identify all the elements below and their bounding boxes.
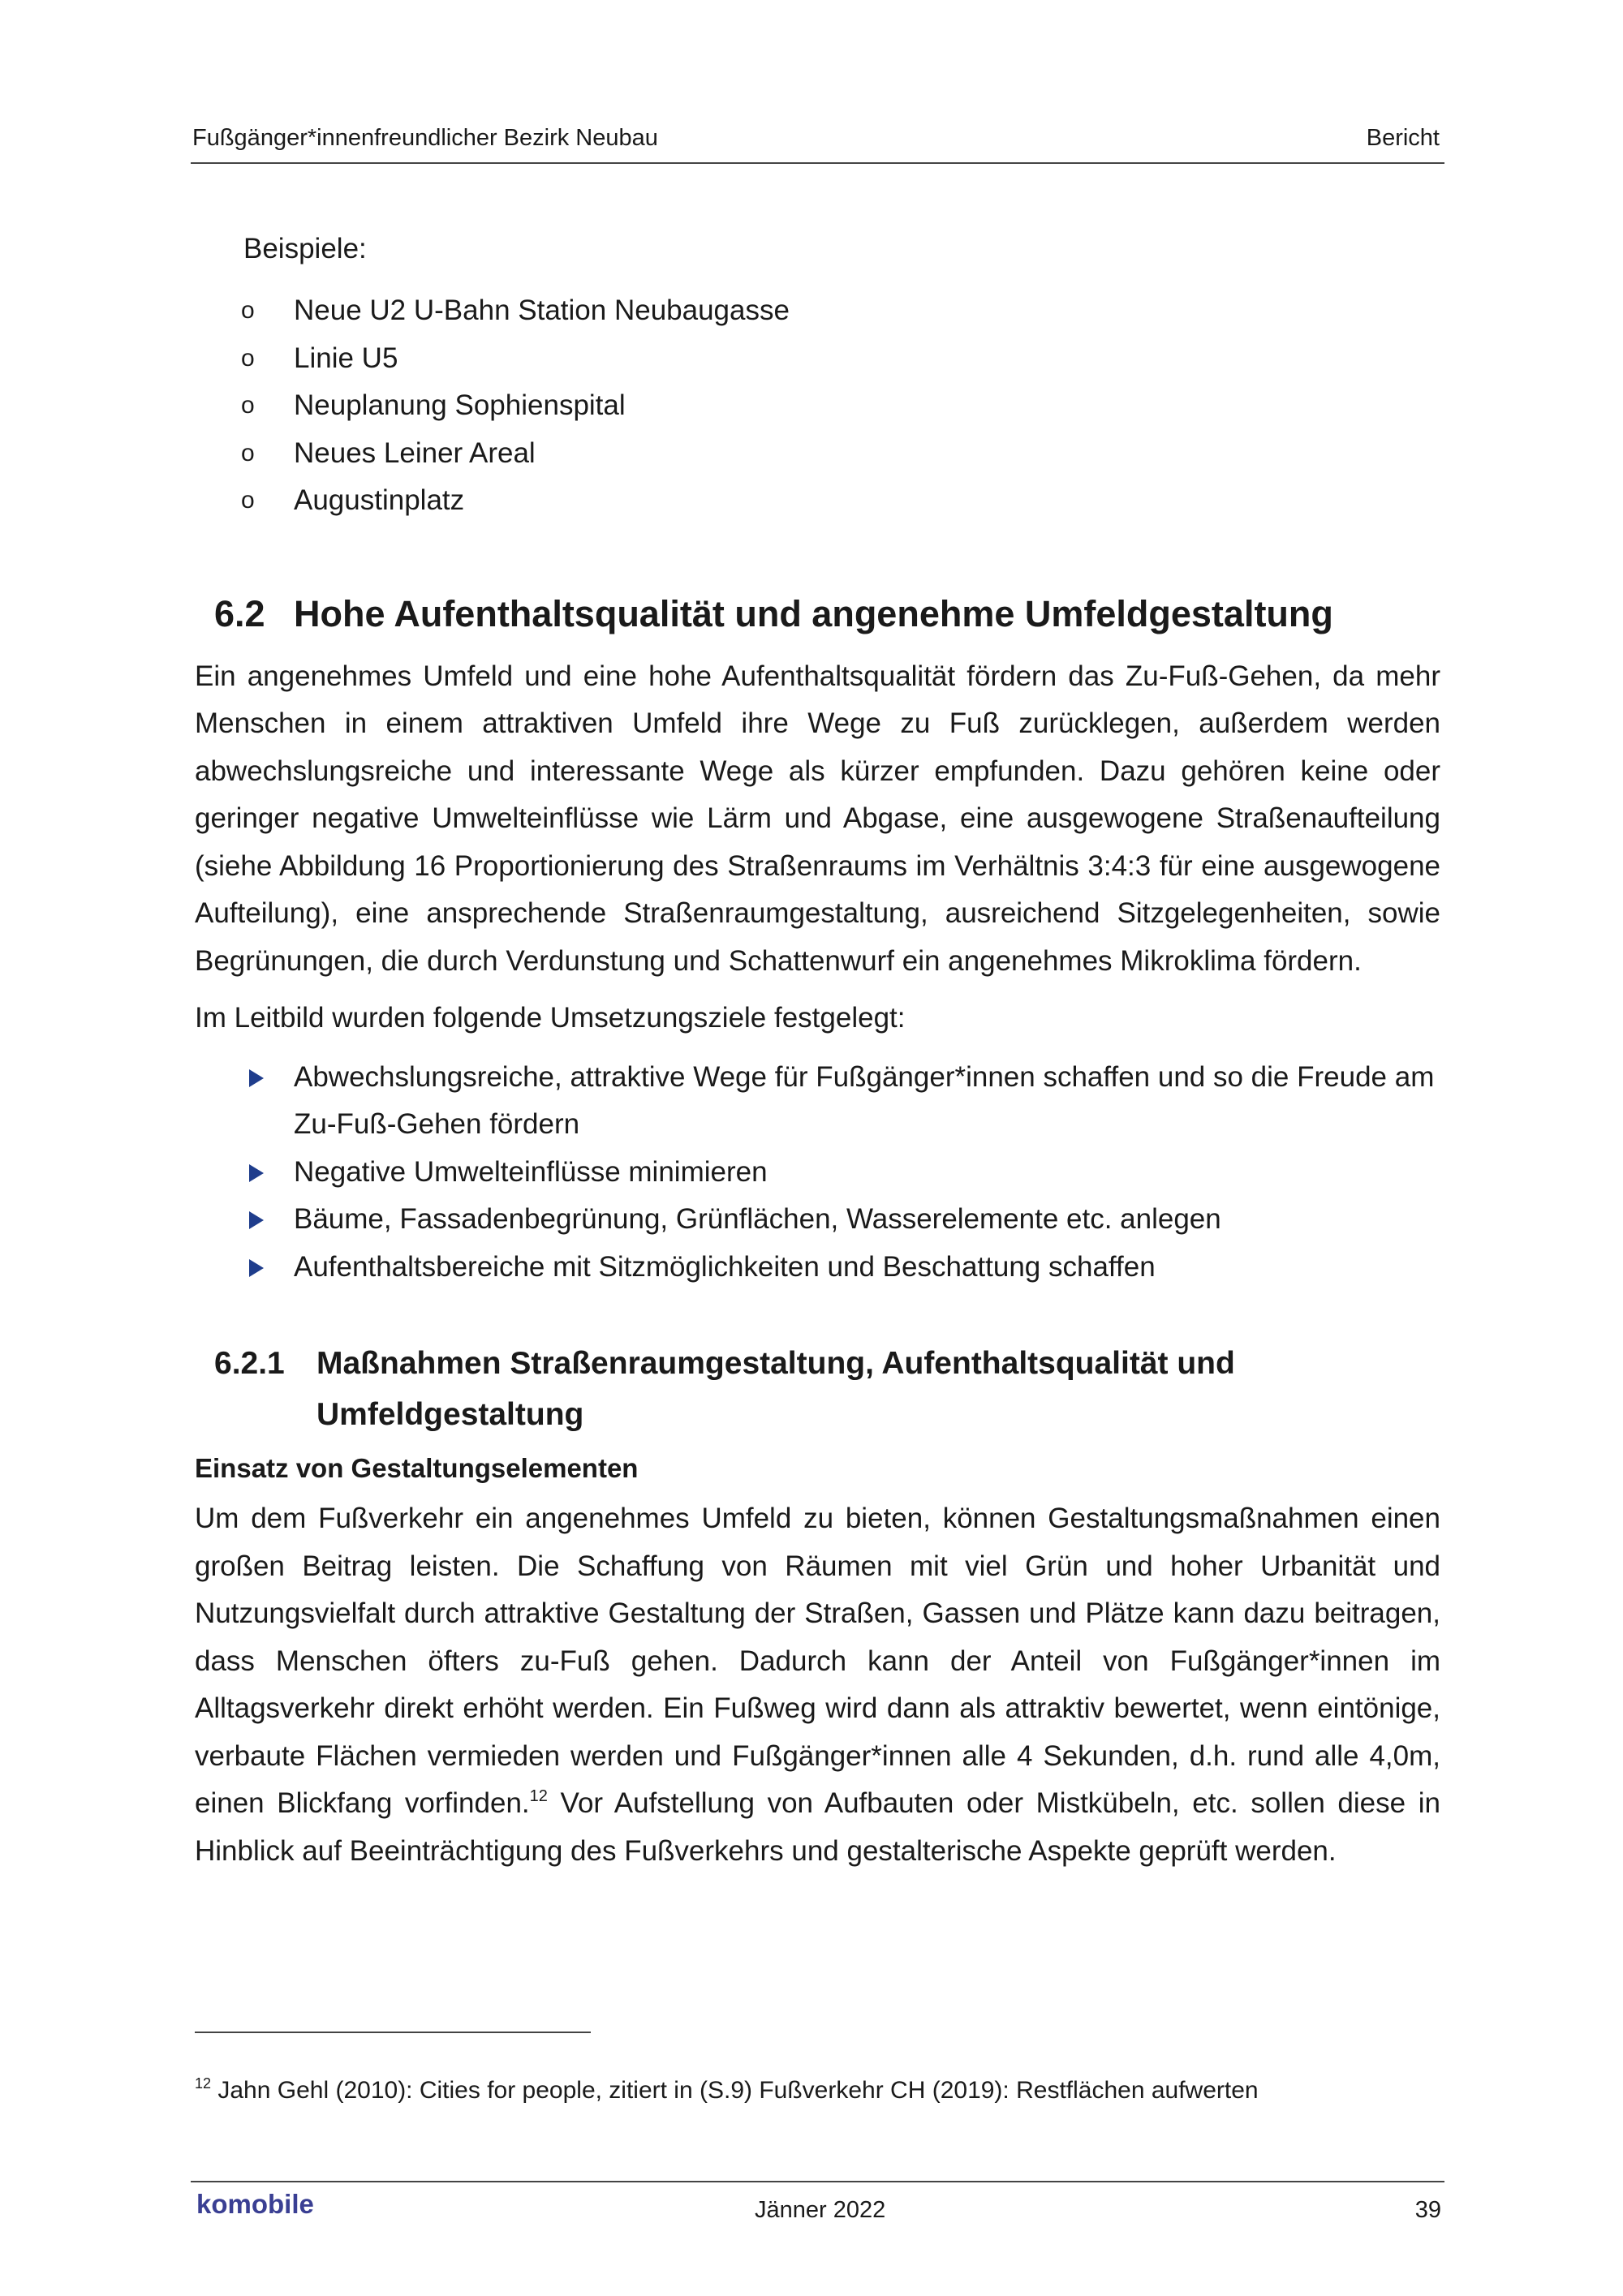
section-heading-6-2-1 — [214, 1338, 1440, 1440]
circle-bullet-icon: o — [241, 297, 255, 324]
footer-divider — [191, 2181, 1444, 2182]
examples-list — [195, 287, 1440, 525]
section-heading-6-2 — [214, 590, 1440, 638]
page-content — [195, 226, 1440, 1875]
triangle-bullet-icon — [249, 1259, 264, 1277]
komobile-logo: komobile — [196, 2189, 314, 2219]
footnote-reference[interactable]: 12 — [529, 1787, 548, 1805]
triangle-bullet-icon — [249, 1164, 264, 1182]
section-6-2-1-paragraph: Um dem Fußverkehr ein angenehmes Umfeld zu bieten, können Gestaltungsmaßnahmen einen großen Beitrag leisten. Die Schaffung von Räumen mit viel Grün und hoher Urbanität und Nutzungsvielfalt durch attraktive Gestaltung der Straßen, Gassen und Plätze kann dazu beitragen, dass Menschen öfters zu-Fuß gehen. Dadurch kann der Anteil von Fußgänger*innen im Alltagsverkehr direkt erhöht werden. Ein Fußweg wird dann als attraktiv bewertet, wenn eintönige, verbaute Flächen vermieden werden und Fußgänger*innen alle 4 Sekunden, d.h. rund alle 4,0m, einen Blickfang vorfinden.$^{12}$ Vor Aufstellung von Aufbauten oder Mistkübeln, etc. sollen diese in Hinblick auf Beeinträchtigung des Fußverkehrs und gestalterische Aspekte geprüft werden. — [195, 1503, 1440, 1867]
list-item: Aufenthaltsbereiche mit Sitzmöglichkeiten und Beschattung schaffen — [195, 1244, 1440, 1292]
section-number: 6.2 — [214, 592, 265, 634]
subheading: Einsatz von Gestaltungselementen — [195, 1453, 639, 1483]
footnote-text: Jahn Gehl (2010): Cities for people, zitiert in (S.9) Fußverkehr CH (2019): Restflächen aufwerten — [211, 2077, 1259, 2104]
subsection-number: 6.2.1 — [214, 1346, 285, 1381]
section-6-2-paragraph: Ein angenehmes Umfeld und eine hohe Aufenthaltsqualität fördern das Zu-Fuß-Gehen, da mehr Menschen in einem attraktiven Umfeld ihre Wege zu Fuß zurücklegen, außerdem werden abwechslungsreiche und interessante Wege als kürzer empfunden. Dazu gehören keine oder geringer negative Umwelteinflüsse wie Lärm und Abgase, eine ausgewogene Straßenaufteilung (siehe Abbildung 16 Proportionierung des Straßenraums im Verhältnis 3:4:3 für eine ausgewogene Aufteilung), eine ansprechende Straßenraumgestaltung, ausreichend Sitzgelegenheiten, sowie Begrünungen, die durch Verdunstung und Schattenwurf ein angenehmes Mikroklima fördern. — [195, 660, 1440, 977]
circle-bullet-icon: o — [241, 487, 255, 514]
footnote — [195, 2077, 1259, 2105]
list-item: Bäume, Fassadenbegrünung, Grünflächen, Wasserelemente etc. anlegen — [195, 1196, 1440, 1244]
circle-bullet-icon: o — [241, 439, 255, 467]
triangle-bullet-icon — [249, 1069, 264, 1087]
header-report-label: Bericht — [1366, 125, 1440, 151]
circle-bullet-icon: o — [241, 392, 255, 419]
page-header — [191, 122, 1444, 164]
goals-list — [195, 1054, 1440, 1292]
page-number: 39 — [1414, 2197, 1441, 2223]
list-item: Abwechslungsreiche, attraktive Wege für Fußgänger*innen schaffen und so die Freude am Zu-Fuß-Gehen fördern — [195, 1054, 1440, 1149]
section-title: Hohe Aufenthaltsqualität und angenehme Umfeldgestaltung — [294, 592, 1333, 634]
header-document-title: Fußgänger*innenfreundlicher Bezirk Neubau — [192, 125, 658, 151]
list-item: Negative Umwelteinflüsse minimieren — [195, 1149, 1440, 1197]
list-item: o Neuplanung Sophienspital — [195, 382, 1440, 430]
triangle-bullet-icon — [249, 1211, 264, 1229]
examples-intro: Beispiele: — [243, 233, 367, 264]
footer-date: Jänner 2022 — [755, 2197, 886, 2223]
list-item: o Neues Leiner Areal — [195, 430, 1440, 478]
circle-bullet-icon: o — [241, 344, 255, 372]
subsection-title: Maßnahmen Straßenraumgestaltung, Aufenthaltsqualität und Umfeldgestaltung — [316, 1346, 1235, 1432]
footnote-divider — [195, 2032, 591, 2033]
goals-intro: Im Leitbild wurden folgende Umsetzungsziele festgelegt: — [195, 1002, 906, 1034]
list-item: o Neue U2 U-Bahn Station Neubaugasse — [195, 287, 1440, 335]
list-item: o Augustinplatz — [195, 477, 1440, 525]
list-item: o Linie U5 — [195, 335, 1440, 383]
footnote-number: 12 — [195, 2075, 212, 2092]
